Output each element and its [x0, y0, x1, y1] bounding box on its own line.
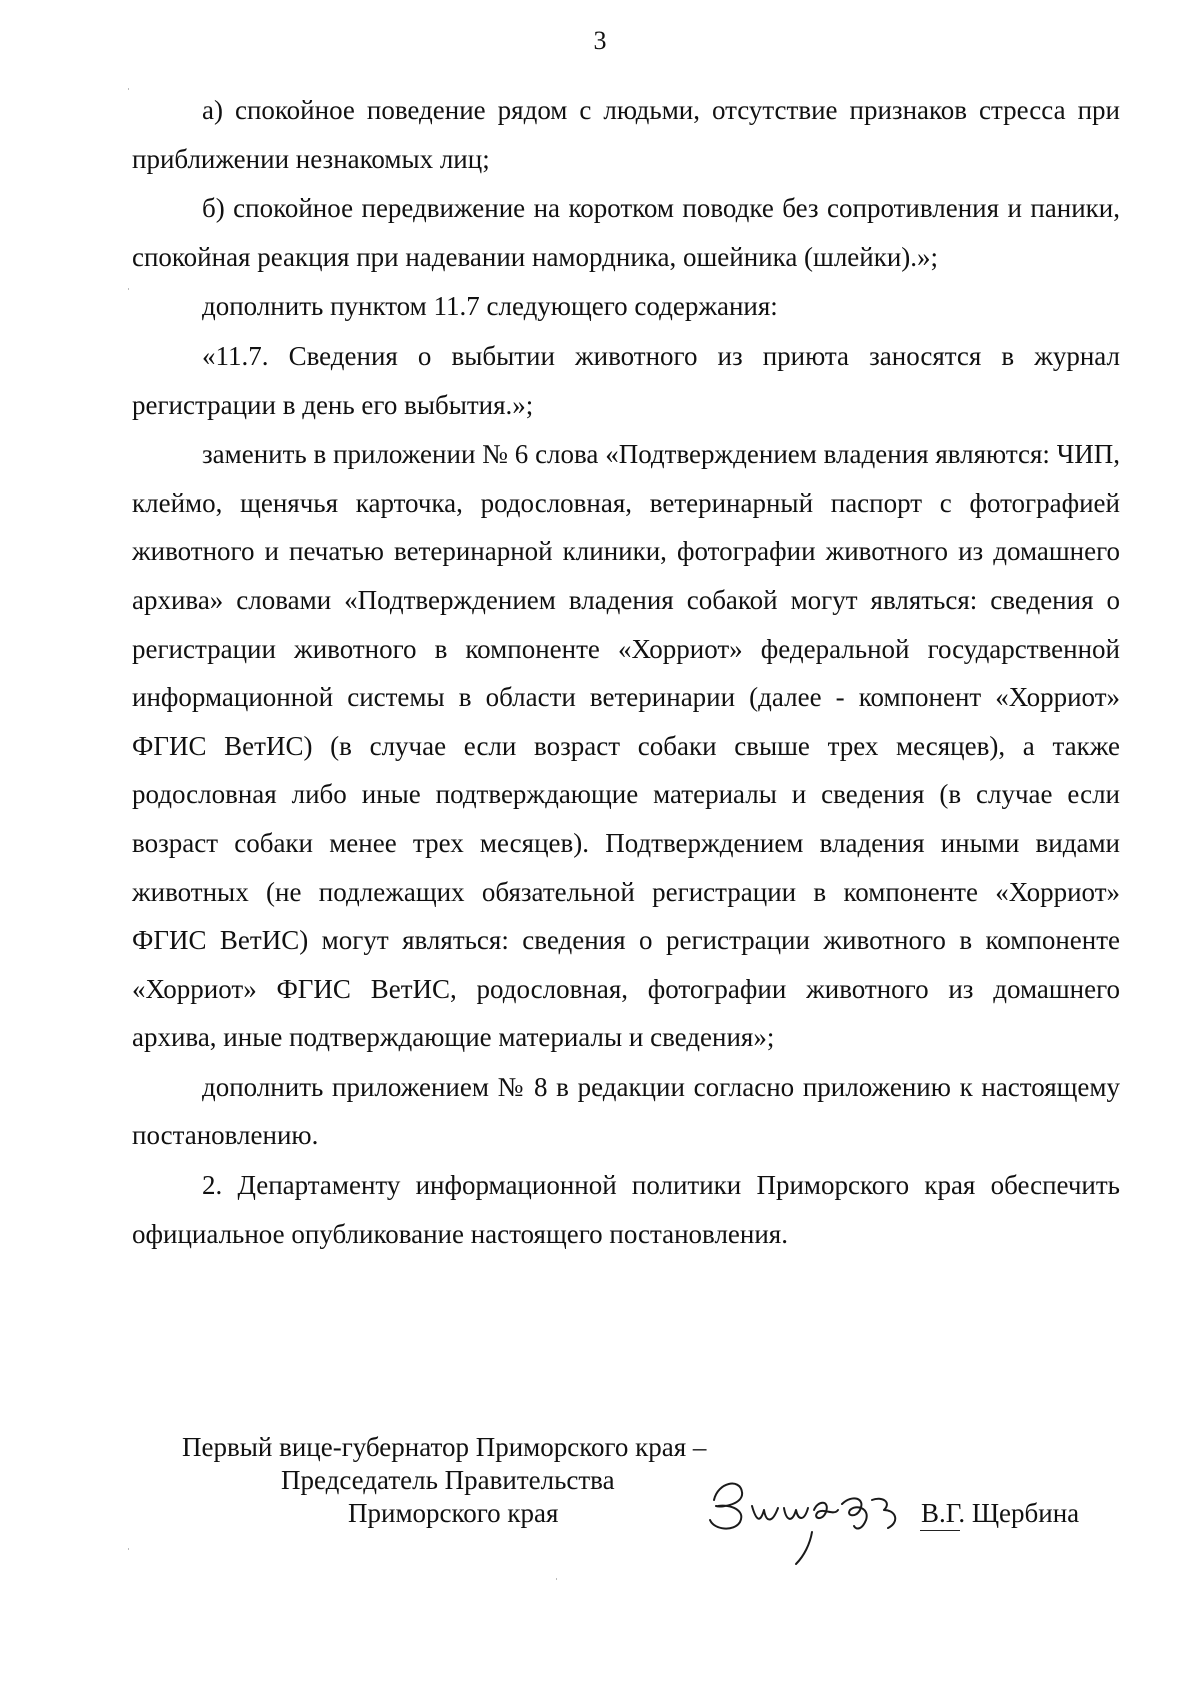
scan-speck [128, 1548, 129, 1550]
paragraph-11-7: «11.7. Сведения о выбытии животного из приюта заносятся в журнал регистрации в день его выбытия.»; [132, 340, 1120, 420]
paragraph-a: а) спокойное поведение рядом с людьми, отсутствие признаков стресса при приближении незнакомых лиц; [132, 95, 1120, 174]
name-underline [920, 1530, 960, 1531]
page-number: 3 [593, 26, 607, 55]
scan-speck [128, 88, 129, 90]
signatory-title-line-1: Первый вице-губернатор Приморского края – [182, 1432, 707, 1462]
paragraph-add-11-7: дополнить пунктом 11.7 следующего содержания: [202, 291, 778, 322]
paragraph-2: 2. Департаменту информационной политики Приморского края обеспечить официальное опубликование настоящего постановления. [132, 1170, 1120, 1249]
scan-speck [128, 288, 129, 290]
paragraph-b: б) спокойное передвижение на коротком поводке без сопротивления и паники, спокойная реакция при надевании намордника, ошейника (шлейки).»; [132, 193, 1120, 272]
signature-block [0, 1430, 1200, 1570]
paragraph-appendix-8: дополнить приложением № 8 в редакции согласно приложению к настоящему постановлению. [132, 1071, 1120, 1151]
paragraph-appendix-6: заменить в приложении № 6 слова «Подтверждением владения являются: ЧИП, клеймо, щенячья карточка, родословная, ветеринарный паспорт с фотографией животного и печатью ветеринарной клиники, фотографии животного из домашнего архива» словами «Подтверждением владения собакой могут являться: сведения о регистрации животного в компоненте «Хорриот» федеральной государственной информационной системы в области ветеринарии (далее - компонент «Хорриот» ФГИС ВетИС) (в случае если возраст собаки свыше трех месяцев), а также родословная либо иные подтверждающие материалы и сведения (в случае если возраст собаки менее трех месяцев). Подтверждением владения иными видами животных (не подлежащих обязательной регистрации в компоненте «Хорриот» ФГИС ВетИС) могут являться: сведения о регистрации животного в компоненте «Хорриот» ФГИС ВетИС, родословная, фотографии животного из домашнего архива, иные подтверждающие материалы и сведения»; [132, 439, 1120, 1053]
handwritten-signature [700, 1460, 920, 1570]
scan-speck [556, 1578, 557, 1580]
body-text [132, 86, 1120, 1259]
signatory-title-line-3: Приморского края [348, 1498, 559, 1528]
signatory-name: В.Г. Щербина [921, 1498, 1080, 1528]
signatory-title-line-2: Председатель Правительства [281, 1465, 615, 1495]
